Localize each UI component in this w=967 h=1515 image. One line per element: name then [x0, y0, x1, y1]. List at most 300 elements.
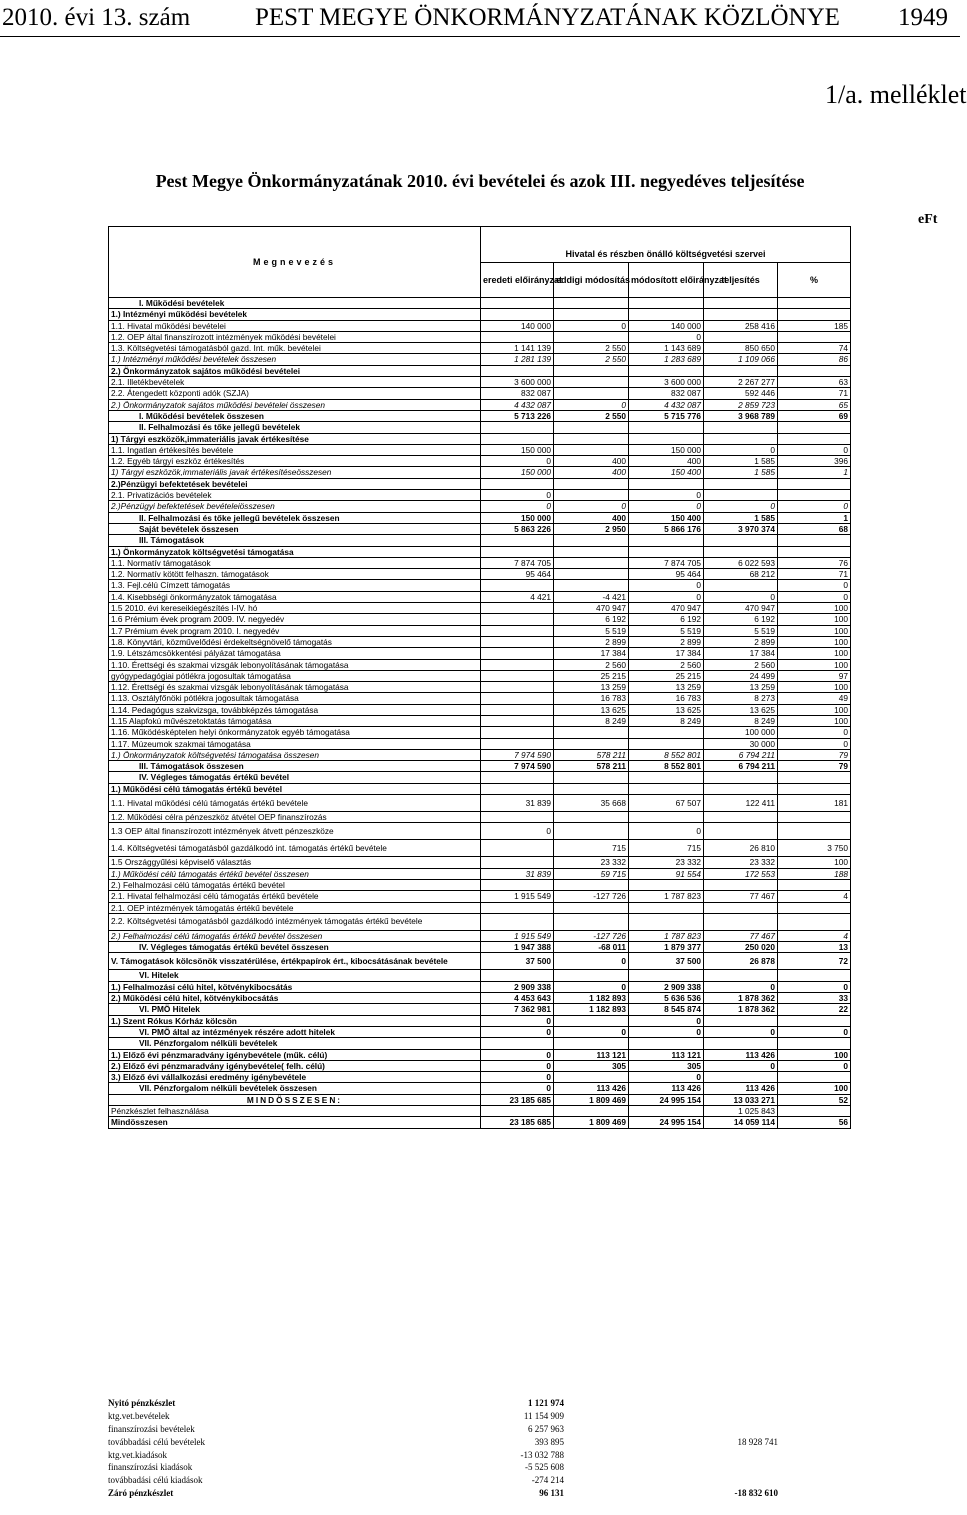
row-value: 150 400 — [629, 467, 704, 478]
row-value: 6 794 211 — [704, 761, 778, 772]
row-label: 2.1. Illetékbevételek — [109, 377, 481, 388]
row-value — [629, 1038, 704, 1049]
row-value: 3 600 000 — [481, 377, 554, 388]
row-value — [554, 569, 629, 580]
row-label: 1.) Működési célú támogatás értékű bevétel — [109, 783, 481, 794]
row-value: 65 — [778, 399, 851, 410]
row-label: 1.) Önkormányzatok költségvetési támogatása — [109, 546, 481, 557]
row-value — [778, 1106, 851, 1117]
row-value — [704, 422, 778, 433]
row-value: 100 — [778, 1049, 851, 1060]
row-label: 1.8. Könyvtári, közművelődési érdekeltségnövelő támogatás — [109, 636, 481, 647]
row-value: 23 332 — [554, 857, 629, 868]
row-value: 140 000 — [481, 320, 554, 331]
summary-row — [108, 1487, 808, 1500]
row-value — [481, 309, 554, 320]
row-value — [629, 546, 704, 557]
row-value: 185 — [778, 320, 851, 331]
row-label: VII. Pénzforgalom nélküli bevételek összesen — [109, 1083, 481, 1094]
table-row — [109, 970, 851, 981]
row-value: 26 810 — [704, 840, 778, 857]
row-value: 1 915 549 — [481, 930, 554, 941]
row-value: 31 839 — [481, 795, 554, 812]
row-value: 150 000 — [629, 444, 704, 455]
row-value: 113 426 — [629, 1083, 704, 1094]
row-value: 470 947 — [554, 603, 629, 614]
table-row — [109, 523, 851, 534]
row-value — [481, 580, 554, 591]
table-row — [109, 410, 851, 421]
summary-label: továbbadási célú bevételek — [108, 1436, 205, 1447]
row-value: 95 464 — [481, 569, 554, 580]
row-value: 715 — [554, 840, 629, 857]
row-value: 23 332 — [704, 857, 778, 868]
row-value: 4 — [778, 930, 851, 941]
row-value: 4 453 643 — [481, 993, 554, 1004]
row-value: 0 — [778, 1060, 851, 1071]
table-row — [109, 1106, 851, 1117]
row-value: 1 878 362 — [704, 1004, 778, 1015]
row-value: 1 141 139 — [481, 343, 554, 354]
row-value: 0 — [554, 981, 629, 992]
row-value — [704, 783, 778, 794]
row-value — [554, 1015, 629, 1026]
table-row — [109, 823, 851, 840]
row-value — [481, 913, 554, 930]
table-row — [109, 738, 851, 749]
table-row — [109, 580, 851, 591]
row-value — [554, 377, 629, 388]
row-value: -127 726 — [554, 891, 629, 902]
row-value: 31 839 — [481, 868, 554, 879]
row-label: 1.) Működési célú támogatás értékű bevétel összesen — [109, 868, 481, 879]
row-value: 23 332 — [629, 857, 704, 868]
table-row — [109, 857, 851, 868]
column-header-original: eredeti előirányzat — [481, 263, 554, 298]
row-value: 72 — [778, 953, 851, 970]
row-value: -68 011 — [554, 942, 629, 953]
row-value: 0 — [629, 1015, 704, 1026]
table-row — [109, 1004, 851, 1015]
row-value — [481, 648, 554, 659]
row-value: 71 — [778, 388, 851, 399]
row-value — [481, 738, 554, 749]
row-value: 0 — [554, 953, 629, 970]
row-value: 3 750 — [778, 840, 851, 857]
row-label: IV. Végleges támogatás értékű bevétel — [109, 772, 481, 783]
row-label: 1.4. Költségvetési támogatásból gazdálkodó int. támogatás értékű bevétele — [109, 840, 481, 857]
row-value — [629, 738, 704, 749]
row-value: 150 400 — [629, 512, 704, 523]
row-label: 1.) Szent Rókus Kórház kölcsön — [109, 1015, 481, 1026]
summary-row — [108, 1410, 808, 1423]
row-label: 1.7 Prémium évek program 2010. I. negyedév — [109, 625, 481, 636]
row-value — [704, 309, 778, 320]
row-value — [629, 783, 704, 794]
row-value: 6 192 — [704, 614, 778, 625]
row-value: 1 809 469 — [554, 1094, 629, 1105]
row-value: 0 — [481, 1072, 554, 1083]
row-value — [554, 444, 629, 455]
row-value: 14 059 114 — [704, 1117, 778, 1128]
row-value — [554, 823, 629, 840]
row-value: 1 947 388 — [481, 942, 554, 953]
row-label: 2.) Felhalmozási célú támogatás értékű bevétel összesen — [109, 930, 481, 941]
row-label: VII. Pénzforgalom nélküli bevételek — [109, 1038, 481, 1049]
row-label: 1.1. Ingatlan értékesítés bevétele — [109, 444, 481, 455]
row-value: 400 — [554, 456, 629, 467]
row-value: 122 411 — [704, 795, 778, 812]
row-value: 0 — [554, 1026, 629, 1037]
row-label: VI. PMÖ által az intézmények részére adott hitelek — [109, 1026, 481, 1037]
annex-label: 1/a. melléklet — [825, 80, 967, 109]
table-row — [109, 1038, 851, 1049]
row-value: 8 249 — [704, 715, 778, 726]
row-value: 100 — [778, 636, 851, 647]
row-value — [704, 433, 778, 444]
row-value: 8 249 — [554, 715, 629, 726]
row-label: 1.) Intézményi működési bevételek — [109, 309, 481, 320]
row-value — [778, 546, 851, 557]
row-value: 2 909 338 — [481, 981, 554, 992]
row-value: 3 970 374 — [704, 523, 778, 534]
row-label: 2.1. Hivatal felhalmozási célú támogatás értékű bevétele — [109, 891, 481, 902]
row-value — [554, 1072, 629, 1083]
row-value: 16 783 — [554, 693, 629, 704]
row-value — [554, 557, 629, 568]
row-label: III. Támogatások összesen — [109, 761, 481, 772]
row-value — [481, 840, 554, 857]
row-value: 181 — [778, 795, 851, 812]
row-label: VI. Hitelek — [109, 970, 481, 981]
row-value: 0 — [481, 490, 554, 501]
row-label: 3.) Előző évi vállalkozási eredmény igénybevétele — [109, 1072, 481, 1083]
table-row — [109, 1060, 851, 1071]
row-value — [778, 823, 851, 840]
row-value — [554, 422, 629, 433]
row-label: 1.10. Érettségi és szakmai vizsgák lebonyolításának támogatása — [109, 659, 481, 670]
row-value — [481, 970, 554, 981]
row-value: 69 — [778, 410, 851, 421]
row-value: 0 — [554, 399, 629, 410]
row-value — [629, 812, 704, 823]
row-label: 1.5 Országgyűlési képviselő választás — [109, 857, 481, 868]
row-value — [704, 913, 778, 930]
row-value — [554, 331, 629, 342]
row-value — [704, 365, 778, 376]
row-value: 6 192 — [554, 614, 629, 625]
row-value — [481, 857, 554, 868]
summary-value: -5 525 608 — [525, 1462, 564, 1473]
row-value: 0 — [481, 823, 554, 840]
row-value: 5 715 776 — [629, 410, 704, 421]
row-value — [481, 433, 554, 444]
row-value: 79 — [778, 749, 851, 760]
row-value: 8 249 — [629, 715, 704, 726]
summary-value: 1 121 974 — [528, 1398, 564, 1408]
row-value: 100 — [778, 857, 851, 868]
row-value: 33 — [778, 993, 851, 1004]
row-value — [481, 693, 554, 704]
row-value: 2 550 — [554, 354, 629, 365]
row-value — [554, 970, 629, 981]
row-value — [481, 715, 554, 726]
row-label: 1.1. Hivatal működési célú támogatás értékű bevétele — [109, 795, 481, 812]
row-label: 1.) Előző évi pénzmaradvány igénybevétele (műk. célú) — [109, 1049, 481, 1060]
row-value: 0 — [778, 981, 851, 992]
row-value — [778, 298, 851, 309]
row-label: 1.) Felhalmozási célú hitel, kötvénykibocsátás — [109, 981, 481, 992]
row-value: 2 550 — [554, 410, 629, 421]
row-value — [778, 535, 851, 546]
row-value — [481, 422, 554, 433]
row-label: IV. Végleges támogatás értékű bevétel összesen — [109, 942, 481, 953]
row-value — [481, 614, 554, 625]
row-value: 1 787 823 — [629, 891, 704, 902]
row-value: 0 — [704, 1060, 778, 1071]
row-value — [481, 603, 554, 614]
row-value: 100 — [778, 659, 851, 670]
row-value: 8 552 801 — [629, 761, 704, 772]
row-value: 470 947 — [704, 603, 778, 614]
row-value — [554, 535, 629, 546]
row-value — [481, 478, 554, 489]
row-value: 23 185 685 — [481, 1117, 554, 1128]
row-value: -4 421 — [554, 591, 629, 602]
table-header — [109, 227, 851, 298]
row-value: 0 — [481, 1049, 554, 1060]
row-value — [704, 478, 778, 489]
row-value: 7 974 590 — [481, 761, 554, 772]
table-row — [109, 953, 851, 970]
row-label: 2.)Pénzügyi befektetések bevételei — [109, 478, 481, 489]
table-row — [109, 648, 851, 659]
row-value — [778, 422, 851, 433]
row-value: 113 426 — [704, 1083, 778, 1094]
table-row — [109, 490, 851, 501]
row-value: 0 — [778, 580, 851, 591]
row-value: 578 211 — [554, 749, 629, 760]
row-label: 1.12. Érettségi és szakmai vizsgák lebonyolításának támogatása — [109, 682, 481, 693]
row-value — [629, 970, 704, 981]
row-label: 1.13. Osztályfőnöki pótlékra jogosultak támogatása — [109, 693, 481, 704]
row-value — [481, 670, 554, 681]
table-row — [109, 1026, 851, 1037]
row-value — [629, 365, 704, 376]
row-value — [554, 913, 629, 930]
row-value: 5 519 — [704, 625, 778, 636]
row-value — [481, 902, 554, 913]
row-value: 2 560 — [554, 659, 629, 670]
row-value: 49 — [778, 693, 851, 704]
row-value: 6 794 211 — [704, 749, 778, 760]
row-value: 0 — [778, 727, 851, 738]
row-value — [778, 902, 851, 913]
table-row — [109, 433, 851, 444]
row-value: 68 — [778, 523, 851, 534]
table-row — [109, 812, 851, 823]
row-value: 0 — [778, 738, 851, 749]
row-value: 68 212 — [704, 569, 778, 580]
row-value: 113 426 — [704, 1049, 778, 1060]
table-row — [109, 422, 851, 433]
row-value — [481, 636, 554, 647]
row-label: 1.1. Normatív támogatások — [109, 557, 481, 568]
table-row — [109, 625, 851, 636]
column-group-header: Hivatal és részben önálló költségvetési szervei — [481, 227, 851, 263]
row-value — [704, 970, 778, 981]
row-value: 91 554 — [629, 868, 704, 879]
row-value: 188 — [778, 868, 851, 879]
table-row — [109, 444, 851, 455]
row-value: 2 267 277 — [704, 377, 778, 388]
row-value: 0 — [554, 320, 629, 331]
table-row — [109, 840, 851, 857]
table-row — [109, 501, 851, 512]
row-label: 1.9. Létszámcsökkentési pályázat támogatása — [109, 648, 481, 659]
table-row — [109, 891, 851, 902]
row-value: 26 878 — [704, 953, 778, 970]
table-row — [109, 727, 851, 738]
row-value: 2 550 — [554, 343, 629, 354]
row-value: 7 362 981 — [481, 1004, 554, 1015]
row-value: 100 — [778, 682, 851, 693]
row-value: 23 185 685 — [481, 1094, 554, 1105]
row-value: 140 000 — [629, 320, 704, 331]
row-value — [481, 879, 554, 890]
row-value: 2 859 723 — [704, 399, 778, 410]
row-label: 1.3. Költségvetési támogatásból gazd. Int. műk. bevételei — [109, 343, 481, 354]
row-value — [554, 902, 629, 913]
row-value — [704, 902, 778, 913]
row-value: 30 000 — [704, 738, 778, 749]
column-header-percent: % — [778, 263, 851, 298]
table-row — [109, 1117, 851, 1128]
row-value: 0 — [481, 1083, 554, 1094]
row-value: 13 625 — [554, 704, 629, 715]
row-value — [704, 879, 778, 890]
row-value: 832 087 — [481, 388, 554, 399]
row-value: 0 — [778, 1026, 851, 1037]
row-value: 13 033 271 — [704, 1094, 778, 1105]
summary-label: finanszírozási bevételek — [108, 1423, 195, 1434]
row-value: 8 545 874 — [629, 1004, 704, 1015]
row-value — [481, 704, 554, 715]
row-value: 6 022 593 — [704, 557, 778, 568]
row-label: 1.1. Hivatal működési bevételei — [109, 320, 481, 331]
summary-row — [108, 1423, 808, 1436]
column-header-modification: eddigi módosítás — [554, 263, 629, 298]
row-value: 0 — [629, 580, 704, 591]
row-value: 86 — [778, 354, 851, 365]
row-value: 5 519 — [629, 625, 704, 636]
table-row — [109, 456, 851, 467]
table-row — [109, 761, 851, 772]
table-row — [109, 603, 851, 614]
summary-row — [108, 1461, 808, 1474]
row-value — [778, 970, 851, 981]
row-value — [629, 309, 704, 320]
row-value: 13 259 — [554, 682, 629, 693]
row-value: 100 000 — [704, 727, 778, 738]
summary-value: 11 154 909 — [523, 1410, 564, 1421]
table-row — [109, 365, 851, 376]
row-label: 1) Tárgyi eszközök,immateriális javak értékesítéseösszesen — [109, 467, 481, 478]
row-label: 2.) Előző évi pénzmaradvány igénybevétele( felh. célú) — [109, 1060, 481, 1071]
row-value: 100 — [778, 1083, 851, 1094]
row-value — [629, 478, 704, 489]
row-value: 0 — [704, 501, 778, 512]
row-value — [554, 812, 629, 823]
table-row — [109, 772, 851, 783]
row-value: 100 — [778, 648, 851, 659]
row-value — [629, 772, 704, 783]
row-value — [481, 682, 554, 693]
table-row — [109, 569, 851, 580]
row-value: 1 809 469 — [554, 1117, 629, 1128]
row-label: I. Működési bevételek — [109, 298, 481, 309]
summary-value: 96 131 — [539, 1488, 564, 1499]
row-value: 13 259 — [704, 682, 778, 693]
row-value: 850 650 — [704, 343, 778, 354]
table-row — [109, 993, 851, 1004]
table-row — [109, 930, 851, 941]
table-row — [109, 670, 851, 681]
row-value: 13 — [778, 942, 851, 953]
row-label: 1.16. Működésképtelen helyi önkormányzatok egyéb támogatása — [109, 727, 481, 738]
row-value — [481, 625, 554, 636]
row-value — [554, 1106, 629, 1117]
row-value — [481, 535, 554, 546]
row-value: 0 — [481, 456, 554, 467]
row-value: 1 283 689 — [629, 354, 704, 365]
header-rule — [0, 36, 960, 37]
row-value: 100 — [778, 625, 851, 636]
row-value — [481, 365, 554, 376]
row-label: 1.2. Egyéb tárgyi eszköz értékesítés — [109, 456, 481, 467]
row-value: 4 421 — [481, 591, 554, 602]
summary-total: 18 928 741 — [737, 1436, 778, 1447]
row-label: II. Felhalmozási és tőke jellegű bevételek — [109, 422, 481, 433]
table-row — [109, 749, 851, 760]
row-value — [554, 546, 629, 557]
table-row — [109, 636, 851, 647]
row-label: 1.) Önkormányzatok költségvetési támogatása összesen — [109, 749, 481, 760]
column-header-name: Megnevezés — [109, 227, 481, 298]
row-value — [481, 727, 554, 738]
row-value: 17 384 — [629, 648, 704, 659]
row-value — [778, 1015, 851, 1026]
row-value: 0 — [481, 1026, 554, 1037]
row-value — [778, 1038, 851, 1049]
row-value: 24 499 — [704, 670, 778, 681]
row-value: 0 — [629, 1072, 704, 1083]
row-label: 1) Tárgyi eszközök,immateriális javak értékesítése — [109, 433, 481, 444]
table-row — [109, 535, 851, 546]
row-value: 592 446 — [704, 388, 778, 399]
row-value: 95 464 — [629, 569, 704, 580]
row-value: 97 — [778, 670, 851, 681]
row-label: 2.) Önkormányzatok sajátos működési bevételei összesen — [109, 399, 481, 410]
row-value — [481, 298, 554, 309]
row-value: 2 560 — [629, 659, 704, 670]
row-value: 715 — [629, 840, 704, 857]
row-value: 4 432 087 — [629, 399, 704, 410]
row-value: 0 — [481, 501, 554, 512]
table-row — [109, 1083, 851, 1094]
column-header-performance: teljesítés — [704, 263, 778, 298]
summary-total: -18 832 610 — [734, 1488, 778, 1499]
